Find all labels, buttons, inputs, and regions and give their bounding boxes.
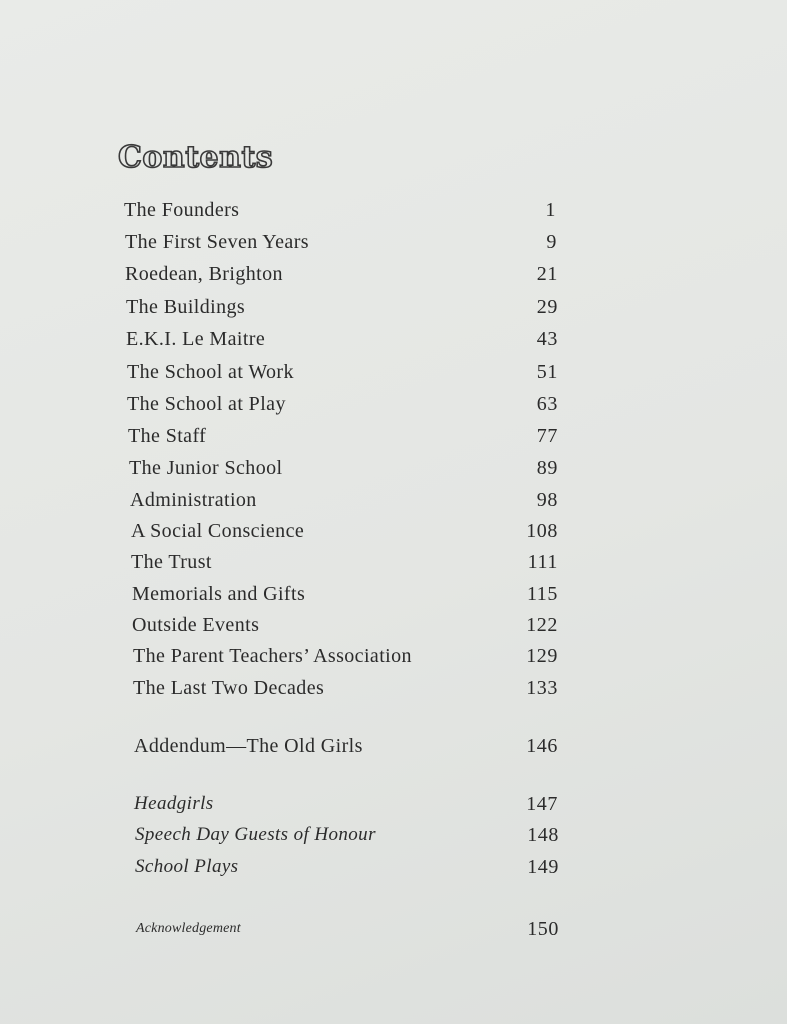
toc-entry-title: The Buildings — [126, 295, 246, 318]
toc-entry-title: Headgirls — [134, 793, 214, 814]
toc-entry-page: 108 — [526, 519, 558, 542]
toc-entry-page: 115 — [526, 582, 558, 605]
toc-entry-page: 98 — [536, 488, 558, 511]
toc-appendix — [135, 852, 559, 882]
toc-entry-page: 133 — [526, 676, 558, 699]
toc-entry — [127, 357, 558, 387]
toc-entry-page: 9 — [546, 230, 557, 253]
toc-entry-page: 147 — [526, 792, 558, 815]
toc-entry — [124, 195, 556, 225]
toc-entry-page: 129 — [526, 644, 558, 667]
toc-entry — [133, 673, 558, 703]
toc-entry-title: The First Seven Years — [125, 230, 309, 253]
toc-entry — [132, 579, 558, 609]
toc-entry-title: Administration — [130, 488, 257, 511]
toc-entry — [131, 547, 558, 577]
contents-heading: Contents — [118, 140, 274, 175]
toc-entry-page: 150 — [527, 917, 559, 940]
toc-entry-page: 149 — [527, 855, 559, 878]
toc-entry-page: 89 — [536, 456, 558, 479]
toc-appendix — [134, 789, 558, 819]
toc-entry — [133, 641, 558, 671]
toc-entry-page: 51 — [536, 360, 558, 383]
toc-entry-page: 77 — [536, 424, 558, 447]
toc-entry — [129, 453, 558, 483]
toc-entry-page: 111 — [527, 550, 558, 573]
toc-entry-title: The Last Two Decades — [133, 676, 325, 699]
toc-addendum — [134, 731, 558, 761]
toc-entry — [128, 421, 558, 451]
toc-acknowledgement — [136, 914, 559, 944]
toc-entry-title: A Social Conscience — [131, 519, 305, 542]
toc-appendix — [135, 820, 559, 850]
toc-entry-page: 148 — [527, 823, 559, 846]
toc-entry-page: 43 — [536, 327, 558, 350]
toc-entry-title: Roedean, Brighton — [125, 262, 283, 285]
toc-entry-page: 21 — [536, 262, 558, 285]
toc-entry — [132, 610, 558, 640]
toc-entry-title: The School at Play — [127, 392, 286, 415]
toc-entry-page: 1 — [545, 198, 556, 221]
toc-entry — [130, 485, 558, 515]
toc-entry — [125, 227, 557, 257]
toc-entry-title: The Parent Teachers’ Association — [133, 644, 412, 667]
toc-entry-title: Addendum—The Old Girls — [134, 734, 363, 757]
toc-entry — [127, 389, 558, 419]
toc-entry-title: The Trust — [131, 550, 212, 573]
toc-entry-title: The Junior School — [129, 456, 283, 479]
toc-entry-page: 29 — [536, 295, 558, 318]
toc-entry-title: The Founders — [124, 198, 240, 221]
toc-entry-title: Outside Events — [132, 613, 260, 636]
toc-entry — [126, 292, 558, 322]
toc-entry-page: 146 — [526, 734, 558, 757]
toc-entry-title: Acknowledgement — [136, 921, 241, 936]
toc-entry-title: E.K.I. Le Maitre — [126, 327, 266, 350]
toc-entry-title: School Plays — [135, 856, 239, 877]
toc-entry — [131, 516, 558, 546]
toc-entry — [126, 324, 558, 354]
toc-entry-title: Speech Day Guests of Honour — [135, 824, 376, 845]
toc-entry-page: 122 — [526, 613, 558, 636]
toc-entry-page: 63 — [536, 392, 558, 415]
toc-entry — [125, 259, 558, 289]
toc-entry-title: The School at Work — [127, 360, 294, 383]
toc-entry-title: Memorials and Gifts — [132, 582, 306, 605]
toc-entry-title: The Staff — [128, 424, 207, 447]
